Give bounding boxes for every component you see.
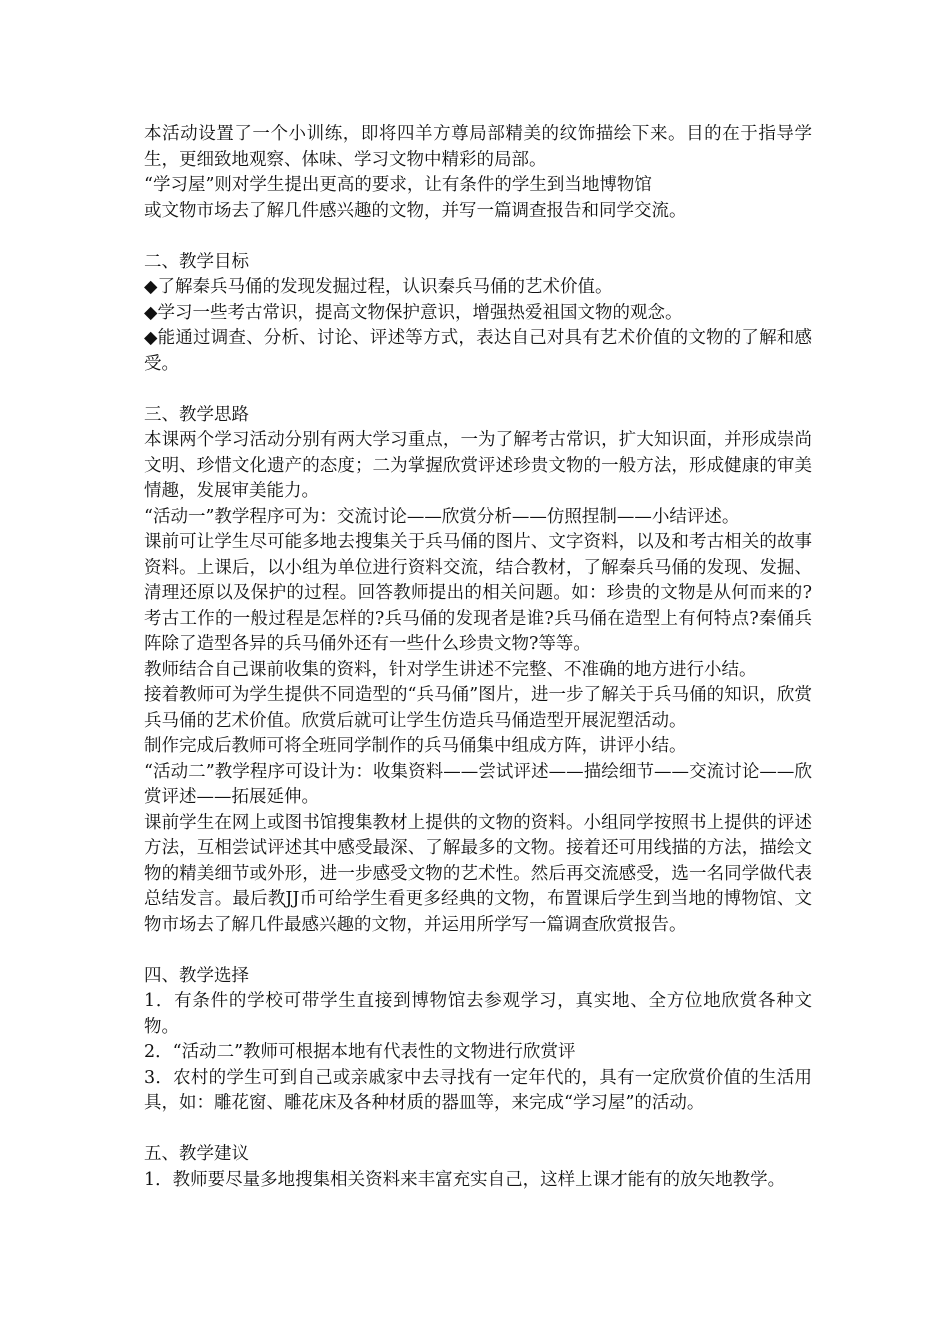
approach-paragraph: 接着教师可为学生提供不同造型的“兵马俑”图片，进一步了解关于兵马俑的知识，欣赏兵马俑的艺术价值。欣赏后就可让学生仿造兵马俑造型开展泥塑活动。 [144,685,812,731]
approach-paragraph: 教师结合自己课前收集的资料，针对学生讲述不完整、不准确的地方进行小结。 [144,659,757,680]
intro-paragraph-1: 本活动设置了一个小训练，即将四羊方尊局部精美的纹饰描绘下来。目的在于指导学生，更细致地观察、体味、学习文物中精彩的局部。 [144,124,812,170]
option-item: 3．农村的学生可到自己或亲戚家中去寻找有一定年代的，具有一定欣赏价值的生活用具，如：雕花窗、雕花床及各种材质的器皿等，来完成“学习屋”的活动。 [144,1067,812,1113]
section-heading-goals: 二、教学目标 [144,251,249,272]
approach-paragraph: 课前可让学生尽可能多地去搜集关于兵马俑的图片、文字资料，以及和考古相关的故事资料。上课后，以小组为单位进行资料交流，结合教材，了解秦兵马俑的发现、发掘、清理还原以及保护的过程。回答教师提出的相关问题。如：珍贵的文物是从何而来的?考古工作的一般过程是怎样的?兵马俑的发现者是谁?兵马俑在造型上有何特点?秦俑兵阵除了造型各异的兵马俑外还有一些什么珍贵文物?等等。 [144,532,812,654]
option-item: 1．有条件的学校可带学生直接到博物馆去参观学习，真实地、全方位地欣赏各种文物。 [144,991,812,1037]
approach-paragraph: 本课两个学习活动分别有两大学习重点，一为了解考古常识，扩大知识面，并形成崇尚文明、珍惜文化遗产的态度；二为掌握欣赏评述珍贵文物的一般方法，形成健康的审美情趣，发展审美能力。 [144,430,812,501]
document-body [144,122,812,1193]
intro-paragraph-2: “学习屋”则对学生提出更高的要求，让有条件的学生到当地博物馆 [144,175,652,195]
spacer [144,938,812,964]
option-item: 2．“活动二”教师可根据本地有代表性的文物进行欣赏评 [144,1042,576,1062]
goal-item: ◆能通过调查、分析、讨论、评述等方式，表达自己对具有艺术价值的文物的了解和感受。 [144,328,812,374]
goal-item: ◆学习一些考古常识，提高文物保护意识，增强热爱祖国文物的观念。 [144,302,683,323]
spacer [144,1117,812,1143]
section-heading-suggestions: 五、教学建议 [144,1144,249,1164]
spacer [144,377,812,403]
spacer [144,224,812,250]
section-heading-options: 四、教学选择 [144,965,249,986]
suggestion-item: 1．教师要尽量多地搜集相关资料来丰富充实自己，这样上课才能有的放矢地教学。 [144,1169,786,1190]
approach-paragraph: 课前学生在网上或图书馆搜集教材上提供的文物的资料。小组同学按照书上提供的评述方法，互相尝试评述其中感受最深、了解最多的文物。接着还可用线描的方法，描绘文物的精美细节或外形，进一步感受文物的艺术性。然后再交流感受，选一名同学做代表总结发言。最后教JJ币可给学生看更多经典的文物，布置课后学生到当地的博物馆、文物市场去了解几件最感兴趣的文物，并运用所学写一篇调查欣赏报告。 [144,812,812,935]
approach-paragraph: “活动一”教学程序可为：交流讨论——欣赏分析——仿照捏制——小结评述。 [144,506,740,527]
intro-paragraph-3: 或文物市场去了解几件感兴趣的文物，并写一篇调查报告和同学交流。 [144,200,687,221]
goal-item: ◆了解秦兵马俑的发现发掘过程，认识秦兵马俑的艺术价值。 [144,277,613,297]
section-heading-approach: 三、教学思路 [144,404,249,425]
approach-paragraph: “活动二”教学程序可设计为：收集资料——尝试评述——描绘细节——交流讨论——欣赏评述——拓展延伸。 [144,761,812,807]
approach-paragraph: 制作完成后教师可将全班同学制作的兵马俑集中组成方阵，讲评小结。 [144,736,687,756]
